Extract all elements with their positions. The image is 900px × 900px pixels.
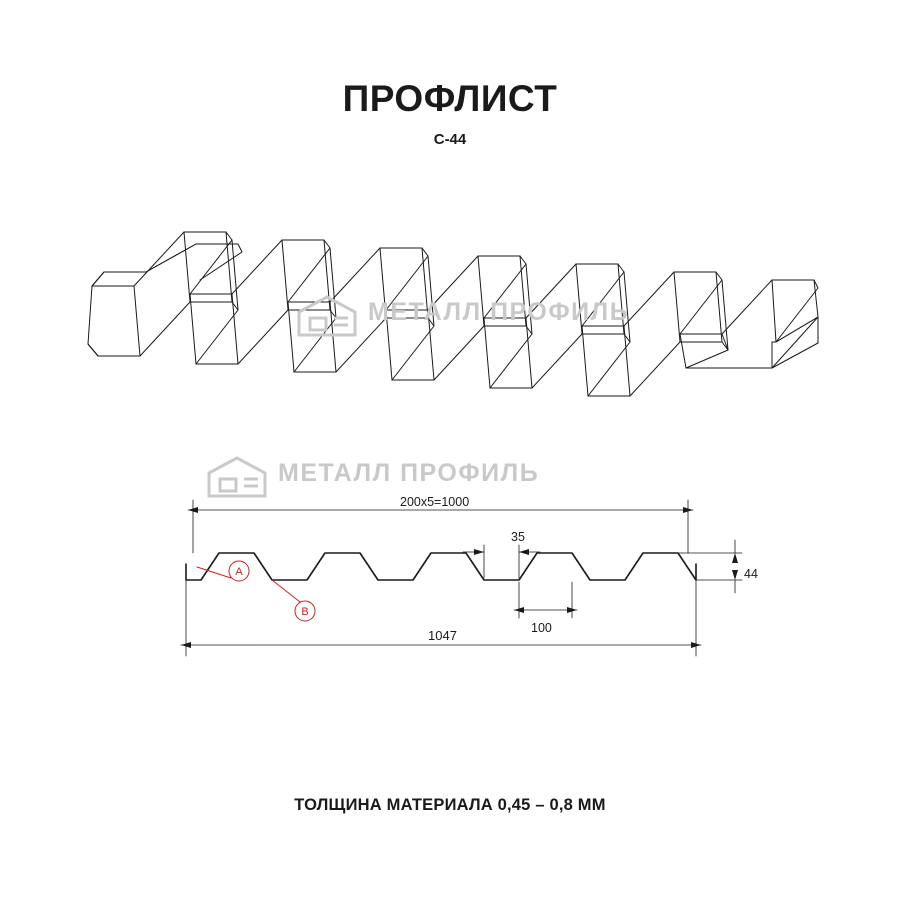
callout-leaders xyxy=(197,561,315,621)
dimension-lines xyxy=(181,500,742,656)
cross-section-profile-view xyxy=(186,553,696,580)
dimension-height: 44 xyxy=(744,567,758,581)
watermark-text: МЕТАЛЛ ПРОФИЛЬ xyxy=(278,459,540,488)
watermark-text: МЕТАЛЛ ПРОФИЛЬ xyxy=(368,298,630,327)
material-thickness-note: ТОЛЩИНА МАТЕРИАЛА 0,45 – 0,8 ММ xyxy=(294,796,606,814)
dimension-overall-width: 1047 xyxy=(428,628,457,643)
callout-a-label: A xyxy=(235,566,243,578)
dimension-working-width: 200х5=1000 xyxy=(400,495,470,509)
callout-b-label: B xyxy=(301,606,309,618)
dimension-pitch: 100 xyxy=(531,621,552,635)
isometric-corrugated-sheet-view xyxy=(88,232,818,396)
dimension-rib-top-width: 35 xyxy=(511,530,525,544)
page-title: ПРОФЛИСТ xyxy=(342,78,558,119)
page-subtitle: С-44 xyxy=(433,131,467,148)
